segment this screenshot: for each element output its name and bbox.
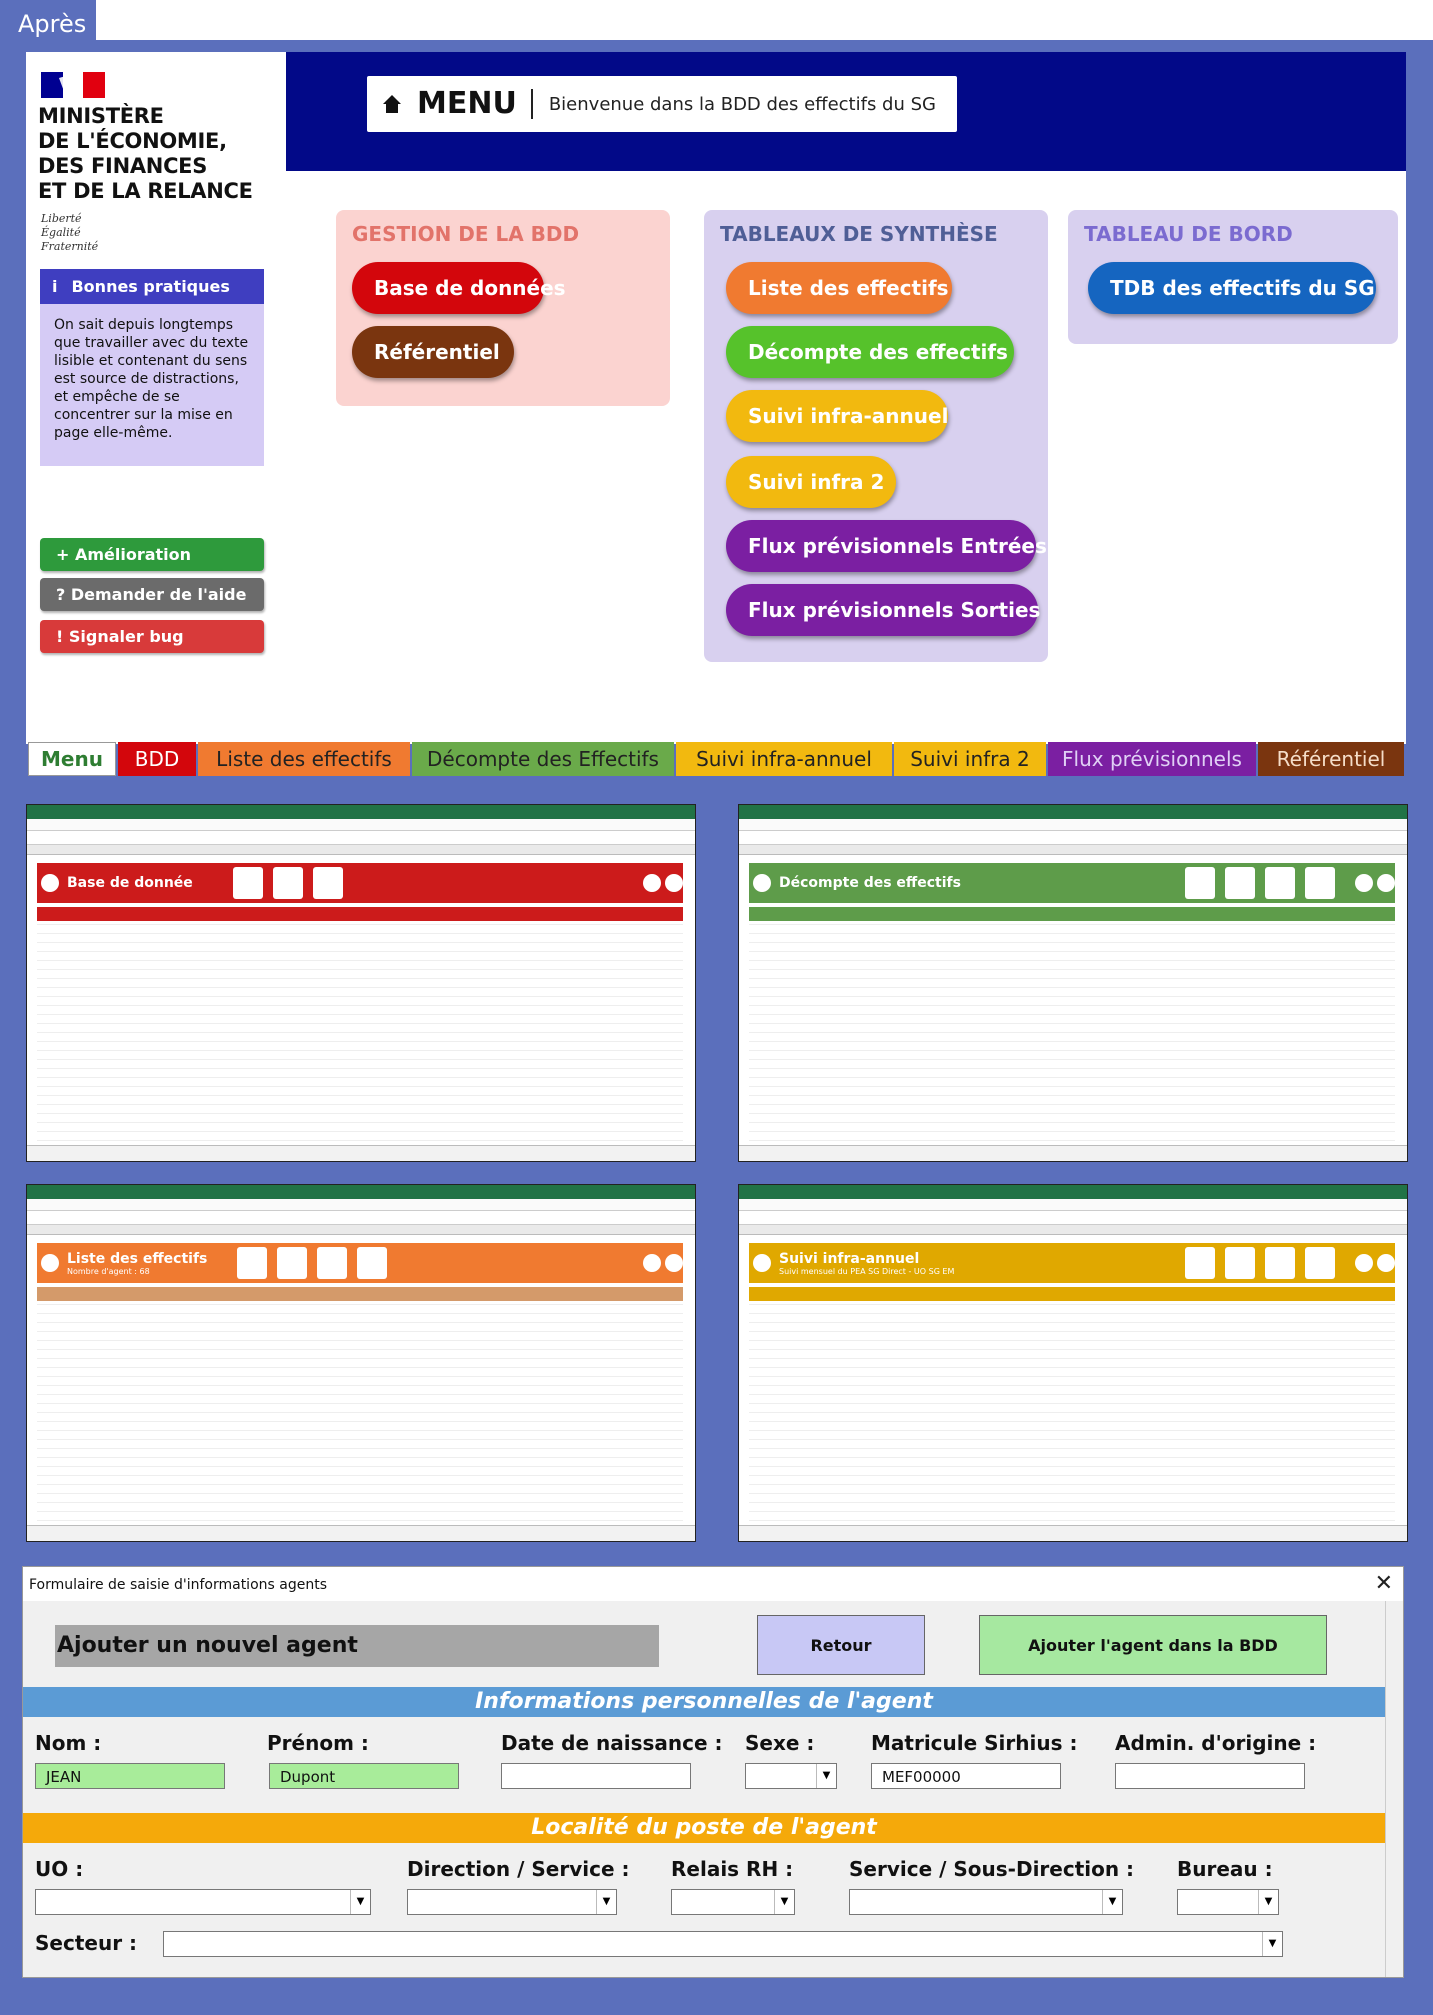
report-bug-button[interactable]: ! Signaler bug: [40, 620, 264, 653]
delete-agent-icon: [1305, 1247, 1335, 1279]
edit-agent-icon: [273, 867, 303, 899]
admin-label: Admin. d'origine :: [1115, 1731, 1317, 1755]
synthese-panel: [704, 210, 1048, 662]
prenom-field[interactable]: Dupont: [269, 1763, 459, 1789]
nom-field[interactable]: JEAN: [35, 1763, 225, 1789]
nom-label: Nom :: [35, 1731, 102, 1755]
flux-entrees-button[interactable]: Flux prévisionnels Entrées: [726, 520, 1036, 572]
top-banner: [286, 52, 1406, 171]
secteur-label: Secteur :: [35, 1931, 138, 1955]
gestion-title: GESTION DE LA BDD: [352, 222, 580, 246]
form-titlebar: [23, 1567, 1403, 1601]
tableau-bord-panel: [1068, 210, 1398, 344]
form-window-title: Formulaire de saisie d'informations agents: [29, 1577, 327, 1593]
top-strip: [96, 0, 1433, 40]
sexe-select[interactable]: [745, 1763, 837, 1789]
flux-sorties-button[interactable]: Flux prévisionnels Sorties: [726, 584, 1038, 636]
sheet-tabs-mini: [739, 1145, 1407, 1161]
home-icon: [1225, 1247, 1255, 1279]
tab-menu[interactable]: Menu: [28, 742, 116, 776]
add-agent-icon: [233, 867, 263, 899]
admin-field[interactable]: [1115, 1763, 1305, 1789]
add-agent-icon: [1185, 867, 1215, 899]
gestion-panel: [336, 210, 670, 406]
agent-form-window: [22, 1566, 1404, 1978]
direction-select[interactable]: [407, 1889, 617, 1915]
prenom-label: Prénom :: [267, 1731, 369, 1755]
tdb-effectifs-button[interactable]: TDB des effectifs du SG: [1088, 262, 1376, 314]
screenshot-decompte: [738, 804, 1408, 1162]
delete-agent-icon: [1305, 867, 1335, 899]
home-icon: [381, 93, 403, 115]
matricule-field[interactable]: MEF00000: [871, 1763, 1061, 1789]
home-icon: [317, 1247, 347, 1279]
amelioration-button[interactable]: + Amélioration: [40, 538, 264, 571]
prev-arrow-icon: [1355, 1254, 1373, 1272]
tab-suivi-infra-annuel[interactable]: Suivi infra-annuel: [676, 742, 892, 776]
info-icon: i: [52, 277, 58, 296]
data-grid: [749, 1287, 1395, 1525]
welcome-text: Bienvenue dans la BDD des effectifs du SG: [548, 93, 936, 115]
suivi-infra-2-button[interactable]: Suivi infra 2: [726, 456, 896, 508]
home-icon: [41, 1254, 59, 1272]
screenshot-liste: [26, 1184, 696, 1542]
retour-button[interactable]: Retour: [757, 1615, 925, 1675]
refresh-icon: [237, 1247, 267, 1279]
secteur-select[interactable]: [163, 1931, 1283, 1957]
tab-referentiel[interactable]: Référentiel: [1258, 742, 1404, 776]
next-arrow-icon: [665, 874, 683, 892]
decompte-effectifs-button[interactable]: Décompte des effectifs: [726, 326, 1014, 378]
data-grid: [37, 1287, 683, 1525]
form-heading: Ajouter un nouvel agent: [55, 1625, 659, 1667]
bureau-select[interactable]: [1177, 1889, 1279, 1915]
prev-arrow-icon: [643, 1254, 661, 1272]
next-arrow-icon: [665, 1254, 683, 1272]
synthese-title: TABLEAUX DE SYNTHÈSE: [720, 222, 998, 246]
naissance-label: Date de naissance :: [501, 1731, 723, 1755]
sheet-header: Base de donnée: [37, 863, 683, 903]
prev-arrow-icon: [1355, 874, 1373, 892]
chevron-down-icon: ▼: [596, 1890, 616, 1914]
data-grid: [749, 907, 1395, 1145]
delete-agent-icon: [1265, 867, 1295, 899]
sheet-tabs-mini: [739, 1525, 1407, 1541]
chevron-down-icon: ▼: [350, 1890, 370, 1914]
service-select[interactable]: [849, 1889, 1123, 1915]
uo-select[interactable]: [35, 1889, 371, 1915]
devise: Liberté Égalité Fraternité: [41, 212, 99, 253]
naissance-field[interactable]: [501, 1763, 691, 1789]
screenshot-base-de-donnee: [26, 804, 696, 1162]
tab-liste-effectifs[interactable]: Liste des effectifs: [198, 742, 410, 776]
base-de-donnees-button[interactable]: Base de données: [352, 262, 544, 314]
next-arrow-icon: [1377, 1254, 1395, 1272]
suivi-infra-annuel-button[interactable]: Suivi infra-annuel: [726, 390, 948, 442]
form-scrollbar[interactable]: [1385, 1601, 1403, 1977]
screenshot-suivi: [738, 1184, 1408, 1542]
prev-arrow-icon: [643, 874, 661, 892]
marianne-logo-icon: [41, 72, 105, 98]
sexe-label: Sexe :: [745, 1731, 815, 1755]
chevron-down-icon: ▼: [774, 1890, 794, 1914]
home-icon: [41, 874, 59, 892]
section-poste: Localité du poste de l'agent: [23, 1813, 1385, 1843]
tab-decompte[interactable]: Décompte des Effectifs: [412, 742, 674, 776]
tab-flux[interactable]: Flux prévisionnels: [1048, 742, 1256, 776]
sheet-header: Décompte des effectifs: [749, 863, 1395, 903]
sheet-header: Suivi infra-annuel Suivi mensuel du PEA SG Direct - UO SG EM: [749, 1243, 1395, 1283]
chevron-down-icon: ▼: [816, 1764, 836, 1788]
sheet-tabs-mini: [27, 1145, 695, 1161]
menu-box: [367, 76, 957, 132]
relais-select[interactable]: [671, 1889, 795, 1915]
bonnes-pratiques-header: i Bonnes pratiques: [40, 269, 264, 304]
chevron-down-icon: ▼: [1102, 1890, 1122, 1914]
next-arrow-icon: [1377, 874, 1395, 892]
bord-title: TABLEAU DE BORD: [1084, 222, 1293, 246]
home-icon: [357, 1247, 387, 1279]
chevron-down-icon: ▼: [1262, 1932, 1282, 1956]
service-label: Service / Sous-Direction :: [849, 1857, 1135, 1881]
ministry-name: MINISTÈRE DE L'ÉCONOMIE, DES FINANCES ET DE LA RELANCE: [38, 104, 253, 203]
add-agent-icon: [1185, 1247, 1215, 1279]
data-grid: [37, 907, 683, 1145]
relais-label: Relais RH :: [671, 1857, 794, 1881]
liste-effectifs-button[interactable]: Liste des effectifs: [726, 262, 952, 314]
section-personal-info: Informations personnelles de l'agent: [23, 1687, 1385, 1717]
add-agent-button[interactable]: Ajouter l'agent dans la BDD: [979, 1615, 1327, 1675]
sheet-header: Liste des effectifs Nombre d'agent : 68: [37, 1243, 683, 1283]
bonnes-pratiques-text: On sait depuis longtemps que travailler avec du texte lisible et contenant du sens est source de distractions, et empêche de se concentrer sur la mise en page elle-même.: [40, 304, 264, 466]
help-button[interactable]: ? Demander de l'aide: [40, 578, 264, 611]
delete-agent-icon: [1265, 1247, 1295, 1279]
home-icon: [1225, 867, 1255, 899]
matricule-label: Matricule Sirhius :: [871, 1731, 1078, 1755]
sheet-tabs: [26, 742, 1406, 776]
home-icon: [753, 1254, 771, 1272]
bureau-label: Bureau :: [1177, 1857, 1273, 1881]
tab-suivi-infra-2[interactable]: Suivi infra 2: [894, 742, 1046, 776]
home-icon: [277, 1247, 307, 1279]
delete-agent-icon: [313, 867, 343, 899]
tab-bdd[interactable]: BDD: [118, 742, 196, 776]
close-icon[interactable]: ✕: [1374, 1571, 1393, 1596]
chevron-down-icon: ▼: [1258, 1890, 1278, 1914]
corner-label: Après: [0, 0, 96, 43]
excel-menu-panel: [26, 52, 1406, 771]
referentiel-button[interactable]: Référentiel: [352, 326, 514, 378]
uo-label: UO :: [35, 1857, 84, 1881]
sheet-tabs-mini: [27, 1525, 695, 1541]
home-icon: [753, 874, 771, 892]
direction-label: Direction / Service :: [407, 1857, 630, 1881]
menu-title: MENU: [403, 89, 533, 119]
